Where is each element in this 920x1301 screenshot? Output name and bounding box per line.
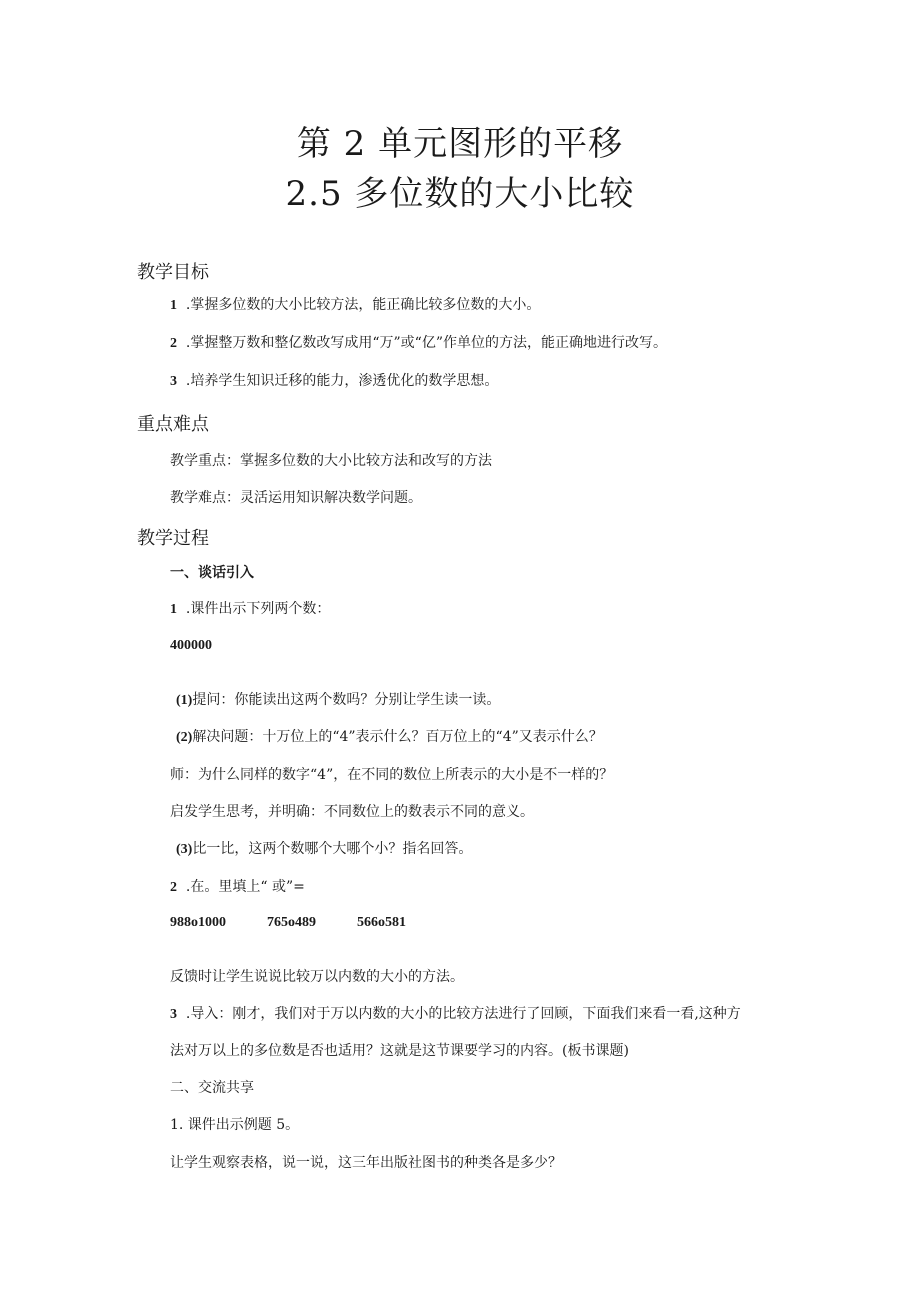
example-text: 1. 课件出示例题 5。	[170, 1117, 300, 1133]
comparison-item: 566o581	[357, 915, 406, 930]
objective-number: 3	[170, 374, 177, 389]
item-text: .导入：刚才，我们对于万以内数的大小的比较方法进行了回顾，下面我们来看一看,这种方	[185, 1006, 741, 1022]
objective-number: 2	[170, 336, 177, 351]
question-number: (2)	[176, 730, 193, 745]
question-1	[176, 689, 500, 709]
part1-title: 一、谈话引入	[170, 565, 254, 581]
difficult-point: 教学难点：灵活运用知识解决数学问题。	[170, 490, 422, 506]
item-text: .课件出示下列两个数：	[185, 601, 331, 617]
process-item-2	[170, 876, 305, 896]
observe-text: 让学生观察表格，说一说，这三年出版社图书的种类各是多少？	[170, 1155, 562, 1171]
item-text: .在。里填上“ 或”=	[185, 879, 305, 895]
objective-text: .掌握多位数的大小比较方法，能正确比较多位数的大小。	[185, 297, 541, 313]
process-heading: 教学过程	[137, 528, 209, 549]
key-points-heading: 重点难点	[137, 414, 209, 435]
question-2	[176, 726, 603, 746]
objective-item	[170, 332, 667, 352]
comparison-item: 988o1000	[170, 915, 226, 930]
key-point: 教学重点：掌握多位数的大小比较方法和改写的方法	[170, 453, 492, 469]
teacher-question: 师：为什么同样的数字“4”，在不同的数位上所表示的大小是不一样的？	[170, 767, 614, 783]
question-number: (3)	[176, 842, 193, 857]
comparison-item: 765o489	[267, 915, 316, 930]
part2-title: 二、交流共享	[170, 1080, 254, 1096]
question-text: 比一比，这两个数哪个大哪个小？指名回答。	[192, 841, 473, 857]
question-text: 解决问题：十万位上的“4”表示什么？百万位上的“4”又表示什么？	[192, 729, 603, 745]
item-number: 3	[170, 1007, 177, 1022]
question-3	[176, 838, 472, 858]
objectives-heading: 教学目标	[137, 262, 209, 283]
question-text: 提问：你能读出这两个数吗？分别让学生读一读。	[192, 692, 501, 708]
unit-title: 第 2 单元图形的平移	[296, 124, 624, 164]
question-number: (1)	[176, 693, 193, 708]
inspire-text: 启发学生思考，并明确：不同数位上的数表示不同的意义。	[170, 804, 534, 820]
process-item-3-continued: 法对万以上的多位数是否也适用？这就是这节课要学习的内容。(板书课题)	[170, 1043, 629, 1059]
item-number: 2	[170, 880, 177, 895]
objective-item	[170, 370, 498, 390]
number-shown: 400000	[170, 638, 212, 653]
objective-text: .培养学生知识迁移的能力，渗透优化的数学思想。	[185, 373, 499, 389]
process-item-1	[170, 598, 330, 618]
objective-item	[170, 294, 540, 314]
comparison-exercises	[170, 915, 406, 931]
lesson-title: 2.5 多位数的大小比较	[285, 174, 635, 214]
objective-text: .掌握整万数和整亿数改写成用“万”或“亿”作单位的方法，能正确地进行改写。	[185, 335, 667, 351]
process-item-3	[170, 1003, 741, 1023]
item-number: 1	[170, 602, 177, 617]
objective-number: 1	[170, 298, 177, 313]
feedback-text: 反馈时让学生说说比较万以内数的大小的方法。	[170, 969, 464, 985]
